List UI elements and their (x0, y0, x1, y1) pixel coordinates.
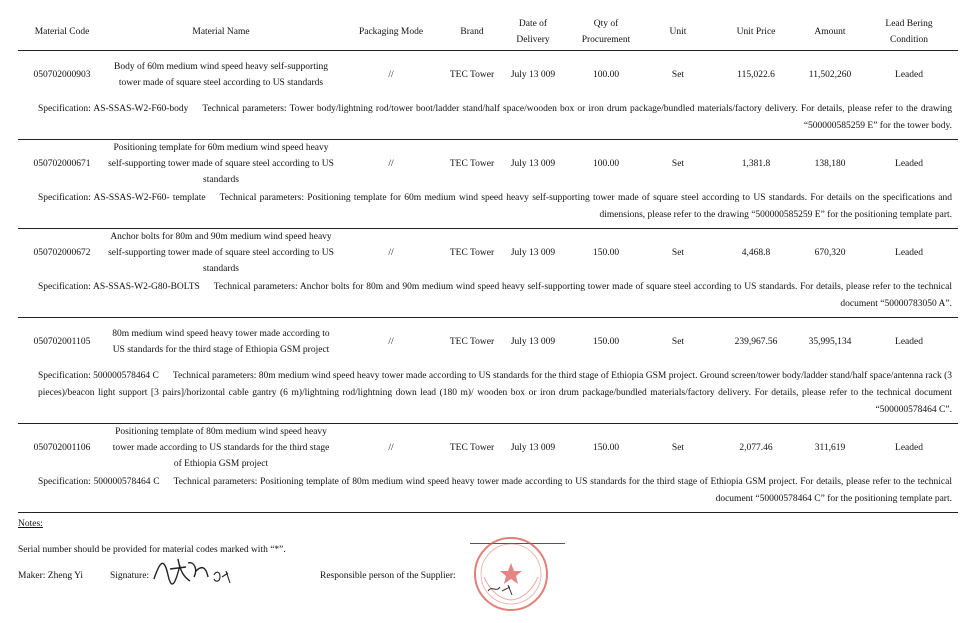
header-packaging-mode: Packaging Mode (336, 14, 446, 51)
delivery-date-cell: July 13 009 (510, 443, 556, 453)
delivery-date-cell: July 13 009 (510, 337, 556, 347)
packaging-cell: // (388, 159, 394, 169)
material-code-cell: 050702001105 (33, 337, 91, 347)
unit-cell: Set (671, 248, 685, 258)
technical-parameters-text: Technical parameters: Anchor bolts for 80m and 90m medium wind speed heavy self-supporting tower made of square steel according to US standards. For details, please refer to the technical document “50000783050 A”. (213, 282, 952, 309)
header-unit: Unit (644, 14, 712, 51)
unit-price-cell: 2,077.46 (739, 443, 773, 453)
specification-cell (18, 366, 958, 424)
table-row (18, 318, 958, 367)
specification-label: Specification: AS-SSAS-W2-G80-BOLTS (38, 282, 200, 292)
quantity-cell: 150.00 (592, 337, 620, 347)
quantity-cell: 100.00 (592, 70, 620, 80)
brand-cell: TEC Tower (449, 337, 495, 347)
material-name-cell: 80m medium wind speed heavy tower made according to US standards for the third stage of Ethiopia GSM project (112, 329, 330, 355)
quantity-cell: 150.00 (592, 248, 620, 258)
specification-label: Specification: AS-SSAS-W2-F60-body (38, 104, 189, 114)
header-lead-line2: Condition (889, 35, 928, 45)
signature-row (18, 563, 958, 623)
notes-title: Notes: (18, 519, 43, 529)
company-seal-stamp (470, 533, 552, 615)
quantity-cell: 150.00 (592, 443, 620, 453)
specification-row (18, 99, 958, 140)
delivery-date-cell: July 13 009 (510, 248, 556, 258)
table-header-row (18, 14, 958, 51)
brand-cell: TEC Tower (449, 159, 495, 169)
signature-label: Signature: (110, 571, 150, 581)
header-qty-line1: Qty of (593, 19, 619, 29)
packaging-cell: // (388, 248, 394, 258)
specification-label: Specification: AS-SSAS-W2-F60- template (38, 193, 206, 203)
material-name-cell: Positioning template of 80m medium wind speed heavy tower made according to US standards for the third stage of Ethiopia GSM project (112, 427, 330, 469)
material-code-cell: 050702001106 (33, 443, 91, 453)
handwritten-signature (150, 551, 240, 591)
material-name-cell: Body of 60m medium wind speed heavy self-supporting tower made of square steel according to US standards (114, 62, 328, 88)
maker-label: Maker: Zheng Yi (18, 571, 84, 581)
materials-table (18, 14, 958, 513)
specification-cell (18, 277, 958, 318)
lead-condition-cell: Leaded (895, 159, 923, 169)
header-date-line1: Date of (518, 19, 548, 29)
specification-cell (18, 99, 958, 140)
packaging-cell: // (388, 70, 394, 80)
table-row (18, 51, 958, 100)
specification-cell (18, 472, 958, 513)
lead-condition-cell: Leaded (895, 70, 923, 80)
brand-cell: TEC Tower (449, 443, 495, 453)
unit-price-cell: 1,381.8 (741, 159, 771, 169)
serial-number-note: Serial number should be provided for material codes marked with “*”. (18, 545, 286, 555)
specification-row (18, 472, 958, 513)
unit-cell: Set (671, 337, 685, 347)
technical-parameters-text: Technical parameters: Tower body/lightning rod/tower boot/ladder stand/half space/wooden box or iron drum package/bundled materials/factory delivery. For details, please refer to the drawing “500000585259 E” for the tower body. (202, 104, 953, 131)
header-qty-line2: Procurement (581, 35, 631, 45)
lead-condition-cell: Leaded (895, 248, 923, 258)
material-name-cell: Positioning template for 60m medium wind speed heavy self-supporting tower made of square steel according to US standards (108, 143, 334, 185)
unit-cell: Set (671, 443, 685, 453)
unit-price-cell: 4,468.8 (741, 248, 771, 258)
amount-cell: 11,502,260 (808, 70, 852, 80)
technical-parameters-text: Technical parameters: 80m medium wind speed heavy tower made according to US standards for the third stage of Ethiopia GSM project. Ground screen/tower body/ladder stand/half space/antenna rack (3 pieces)/beacon light support [3 pairs]/horizontal cable gantry (6 m)/lightning rod/lightning down lead (180 m)/ wooden box or iron drum package/bundled materials/factory delivery. For details, please refer to the technical document “500000578464 C”. (38, 371, 952, 415)
header-material-code: Material Code (18, 14, 106, 51)
technical-parameters-text: Technical parameters: Positioning template for 60m medium wind speed heavy self-supporting tower made of square steel according to US standards. For details on the specifications and dimensions, please refer to the drawing “500000585259 E” for the positioning template part. (219, 193, 952, 220)
header-qty-of-procurement (568, 14, 644, 51)
lead-condition-cell: Leaded (895, 337, 923, 347)
notes-section (18, 517, 958, 623)
unit-cell: Set (671, 70, 685, 80)
header-lead-bering-condition (860, 14, 958, 51)
brand-cell: TEC Tower (449, 70, 495, 80)
specification-row (18, 277, 958, 318)
specification-row (18, 366, 958, 424)
material-code-cell: 050702000903 (33, 70, 91, 80)
amount-cell: 311,619 (814, 443, 846, 453)
header-date-of-delivery (498, 14, 568, 51)
specification-label: Specification: 500000578464 C (38, 371, 159, 381)
specification-cell (18, 188, 958, 229)
header-amount: Amount (800, 14, 860, 51)
amount-cell: 670,320 (814, 248, 846, 258)
specification-label: Specification: 500000578464 C (38, 477, 160, 487)
material-name-cell: Anchor bolts for 80m and 90m medium wind speed heavy self-supporting tower made of square steel according to US standards (108, 232, 334, 274)
unit-price-cell: 115,022.6 (737, 70, 775, 80)
amount-cell: 35,995,134 (808, 337, 852, 347)
brand-cell: TEC Tower (449, 248, 495, 258)
header-brand: Brand (446, 14, 498, 51)
table-row (18, 140, 958, 189)
document-page (18, 14, 958, 623)
header-material-name: Material Name (106, 14, 336, 51)
unit-price-cell: 239,967.56 (734, 337, 778, 347)
material-code-cell: 050702000672 (33, 248, 91, 258)
quantity-cell: 100.00 (592, 159, 620, 169)
packaging-cell: // (388, 443, 394, 453)
packaging-cell: // (388, 337, 394, 347)
header-lead-line1: Lead Bering (885, 19, 933, 29)
table-row (18, 229, 958, 278)
header-unit-price: Unit Price (712, 14, 800, 51)
unit-cell: Set (671, 159, 685, 169)
amount-cell: 138,180 (814, 159, 846, 169)
responsible-person-label: Responsible person of the Supplier: (320, 571, 456, 581)
table-row (18, 424, 958, 473)
header-date-line2: Delivery (516, 35, 550, 45)
technical-parameters-text: Technical parameters: Positioning template of 80m medium wind speed heavy tower made according to US standards for the third stage of Ethiopia GSM project. For details, please refer to the technical document “50000578464 C” for the positioning template part. (173, 477, 952, 504)
material-code-cell: 050702000671 (33, 159, 91, 169)
specification-row (18, 188, 958, 229)
delivery-date-cell: July 13 009 (510, 159, 556, 169)
lead-condition-cell: Leaded (895, 443, 923, 453)
delivery-date-cell: July 13 009 (510, 70, 556, 80)
